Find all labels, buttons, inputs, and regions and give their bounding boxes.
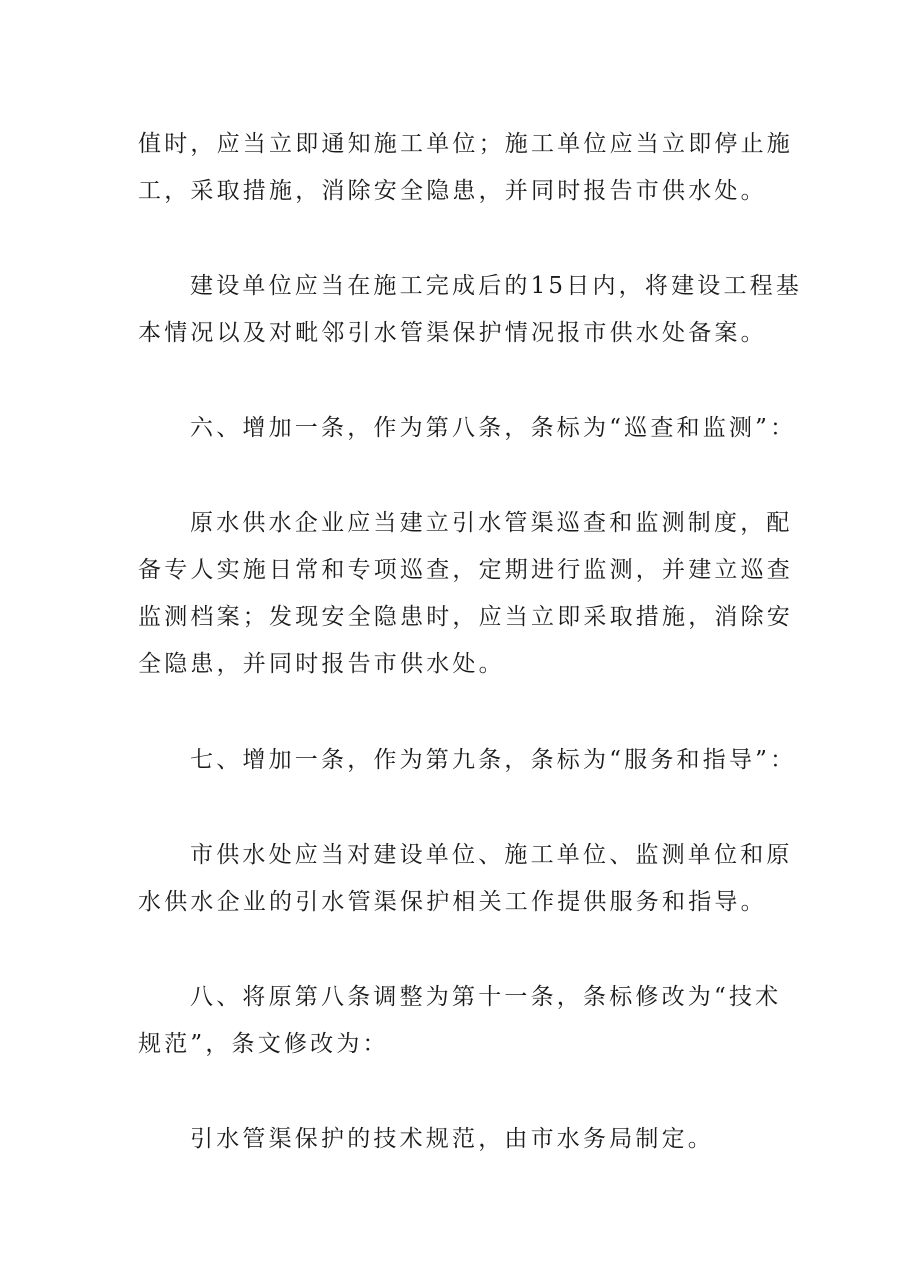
text-line: 监测档案；发现安全隐患时，应当立即采取措施，消除安 xyxy=(138,604,793,630)
text-line: 水供水企业的引水管渠保护相关工作提供服务和指导。 xyxy=(138,889,767,915)
paragraph-item-seven-heading xyxy=(138,737,797,784)
text-line: 七、增加一条，作为第九条，条标为“服务和指导”： xyxy=(190,747,797,773)
paragraph-filing-requirement xyxy=(138,263,803,357)
text-line: 本情况以及对毗邻引水管渠保护情况报市供水处备案。 xyxy=(138,320,767,346)
text-line: 原水供水企业应当建立引水管渠巡查和监测制度，配 xyxy=(190,510,793,536)
paragraph-patrol-monitoring xyxy=(138,500,793,688)
paragraph-item-six-heading xyxy=(138,405,797,452)
text-line: 值时，应当立即通知施工单位；施工单位应当立即停止施 xyxy=(138,131,793,157)
text-line: 全隐患，并同时报告市供水处。 xyxy=(138,651,505,677)
text-line: 备专人实施日常和专项巡查，定期进行监测，并建立巡查 xyxy=(138,557,793,583)
text-line: 六、增加一条，作为第八条，条标为“巡查和监测”： xyxy=(190,415,797,441)
text-line: 八、将原第八条调整为第十一条，条标修改为“技术 xyxy=(190,984,782,1010)
text-line: 引水管渠保护的技术规范，由市水务局制定。 xyxy=(190,1126,714,1152)
text-line: 工，采取措施，消除安全隐患，并同时报告市供水处。 xyxy=(138,178,767,204)
paragraph-continuation-notify xyxy=(138,121,793,215)
paragraph-service-guidance xyxy=(138,832,793,926)
text-line: 建设单位应当在施工完成后的15日内，将建设工程基 xyxy=(190,273,803,299)
text-line: 规范”，条文修改为： xyxy=(138,1031,389,1057)
paragraph-technical-spec xyxy=(138,1116,778,1163)
paragraph-item-eight-heading xyxy=(138,974,782,1068)
text-line: 市供水处应当对建设单位、施工单位、监测单位和原 xyxy=(190,842,793,868)
